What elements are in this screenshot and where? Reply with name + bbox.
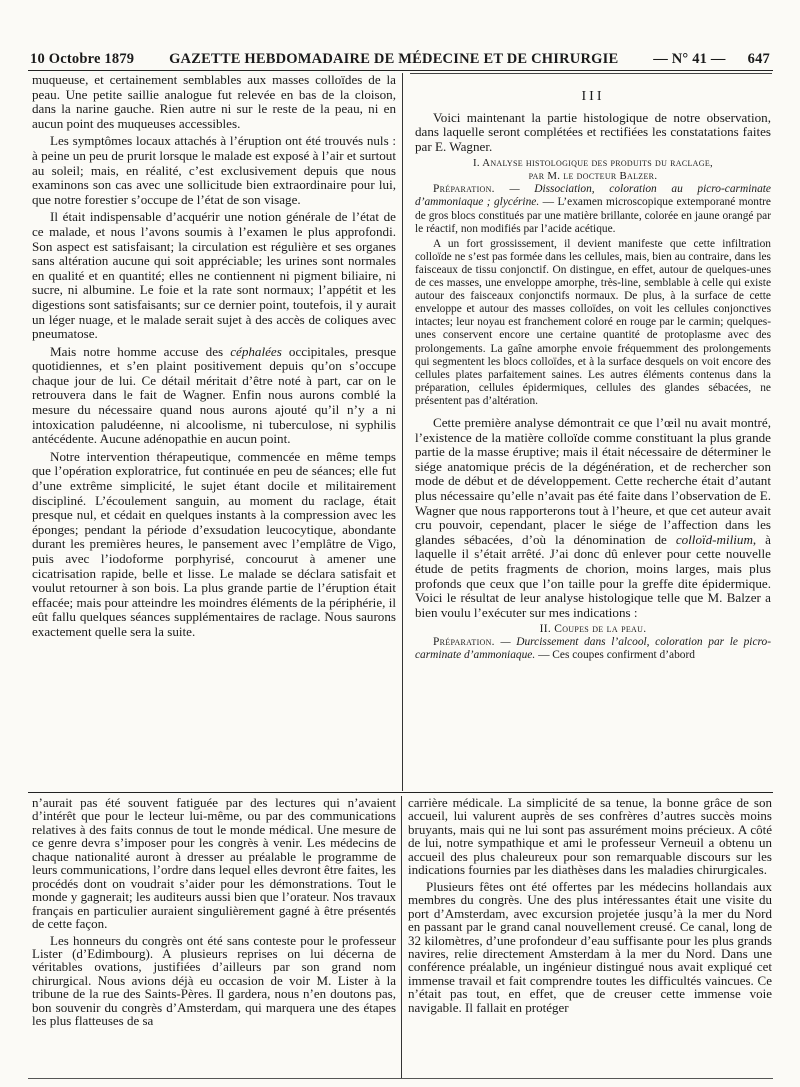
feuilleton-rule bbox=[28, 792, 773, 793]
paragraph bbox=[32, 345, 396, 447]
section-number: III bbox=[581, 89, 605, 104]
paragraph: Il était indispensable d’acquérir une notion générale de l’état de ce malade, et nous l’avons soumis à l’examen le plus approfondi. Son aspect est satisfaisant; la circulation est régulière et ses organes sans altération aucune qui soit appréciable; les urines sont normales en qualité et en quantité; elles ne contiennent ni pigment biliaire, ni sucre, ni albumine. Le foie et la rate sont normaux; l’appétit et les digestions sont satisfaisants; sur ce dernier point, toutefois, il y aurait un léger nuage, et le malade serait sujet à des accès de coliques avec pneumatose. bbox=[32, 209, 396, 342]
paragraph: n’aurait pas été souvent fatiguée par des lectures qui n’avaient d’intérêt que pour le lecteur lui-même, ou par des communications relatives à des faits connus de tout le monde médical. Une mesure de ce genre devra s’imposer pour les congrès à venir. Les médecins de chaque nationalité auront à dresser au préalable le programme de leurs communications, l’ordre dans lequel elles devront être faites, les procédés dont on voudrait s’aider pour les démonstrations. Tout le monde y gagnerait; les auditeurs aussi bien que l’orateur. Nos travaux français en particulier auraient singulièrement gagné à être présentés de cette façon. bbox=[32, 796, 396, 932]
column-divider bbox=[401, 796, 402, 1078]
issue-date: 10 Octobre 1879 bbox=[30, 50, 135, 67]
column-divider bbox=[402, 73, 403, 791]
journal-title: GAZETTE HEBDOMADAIRE DE MÉDECINE ET DE CHIRURGIE bbox=[169, 50, 619, 67]
subheading bbox=[415, 157, 771, 183]
paragraph: Les honneurs du congrès ont été sans conteste pour le professeur Lister (d’Edimbourg). A plusieurs reprises on lui décerna de véritables ovations, justifiées d’ailleurs par son grand nom chirurgical. Nous avions déjà eu occasion de voir M. Lister à la tribune de la rue des Saints-Pères. Il gardera, nous n’en doutons pas, bon souvenir du congrès d’Amsterdam, qui marquera une des étapes les plus flatteuses de sa bbox=[32, 932, 396, 1029]
subheading-line: I. Analyse histologique des produits du raclage, bbox=[472, 157, 714, 170]
emphasis: céphalées bbox=[230, 343, 282, 359]
bottom-right-column bbox=[408, 796, 772, 1078]
small-print-block bbox=[415, 183, 771, 408]
paragraph: A un fort grossissement, il devient manifeste que cette infiltration colloïde ne s’est pas formée dans les cellules, mais, bien au contraire, dans les faisceaux de tissu conjonctif. On distingue, en effet, autour de quelques-unes de ces masses, une enveloppe amorphe, très-line, semblable à celle qui existe autour des faisceaux conjonctifs normaux. De plus, à la surface de cette enveloppe et autour des masses colloïdes, on voit les cellules conjonctives intactes; leur noyau est franchement coloré en rouge par le carmin; quelques-unes conservent encore une certaine quantité de protoplasme avec des prolongements. La gaîne amorphe envoie fréquemment des prolongements qui segmentent les blocs colloïdes, et à la surface desquels on voit encore des cellules plates parfaitement saines. Les autres éléments contenus dans la préparation, cellules épidermiques, cellules des glandes sébacées, ne présentent pas d’altération. bbox=[415, 237, 771, 407]
run-in-label: Préparation. bbox=[433, 636, 495, 649]
right-column bbox=[415, 88, 771, 662]
paragraph: Les symptômes locaux attachés à l’éruption ont été trouvés nuls : à peine un peu de prurit lorsque le malade est exposé à l’air et surtout au soleil; mais, en réalité, c’est exclusivement depuis que nous examinons son cas avec une sollicitude bien extraordinaire pour lui, que notre forestier s’occupe de l’état de son visage. bbox=[32, 133, 396, 207]
page-number: 647 bbox=[747, 50, 770, 67]
text-run: Cette première analyse démontrait ce que l’œil nu avait montré, l’existence de la matière colloïde comme constituant la plus grande partie de la masse éruptive; mais il était nécessaire de déterminer le siége anatomique précis de la dégénération, et de rechercher son mode de début et de développement. Cette recherche était d’autant plus nécessaire qu’elle n’avait pas été faite dans l’observation de E. Wagner que nous rapporterons tout à l’heure, et que cet auteur avait cru pouvoir, cependant, placer le siége de l’affection dans les glandes sébacées, d’où la dénomination de bbox=[415, 414, 771, 547]
paragraph: carrière médicale. La simplicité de sa tenue, la bonne grâce de son accueil, lui valurent auprès de ses confrères d’autres succès moins bruyants, mais qui ne lui sont pas assurément moins précieux. A côté de lui, notre sympathique et ami le professeur Verneuil a obtenu un accueil des plus chaleureux pour son remarquable discours sur les indications fournies par les diathèses dans les maladies chirurgicales. bbox=[408, 796, 772, 878]
text-run: occipitales, presque quotidiennes, et s’en plaint positivement depuis qu’on s’occupe chaque jour de lui. Ce détail méritait d’être noté à part, car on le retrouvera dans le fait de Wagner. Enfin nous aurons comblé la mesure du nécessaire quand nous aurons ajouté qu’il n’y a ni intoxication paludéenne, ni alcoolisme, ni tuberculose, ni syphilis antécédente. Aucune adénopathie en aucun point. bbox=[32, 343, 397, 447]
header-rule bbox=[28, 70, 773, 71]
paragraph bbox=[415, 183, 771, 235]
paragraph bbox=[415, 636, 771, 662]
emphasis: — Dissociation, coloration au picro-carminate d’ammoniaque ; glycérine. bbox=[415, 183, 771, 209]
bottom-rule bbox=[28, 1078, 773, 1079]
paragraph bbox=[415, 416, 771, 620]
text-run: , à laquelle il s’était arrêté. J’ai donc dû enlever pour cette nouvelle étude de petits fragments de chorion, moins larges, mais plus profonds que ceux que l’on taille pour la greffe dite épidermique. Voici le résultat de leur analyse histologique telle que M. Balzer a bien voulu l’exécuter sur mes indications : bbox=[415, 531, 771, 620]
subheading: II. Coupes de la peau. bbox=[539, 623, 647, 636]
paragraph: Voici maintenant la partie histologique de notre observation, dans laquelle seront complétées et rectifiées les constatations faites par E. Wagner. bbox=[415, 109, 771, 154]
small-print-block bbox=[415, 636, 771, 662]
subheading-line: par M. le docteur Balzer. bbox=[528, 170, 658, 183]
emphasis: colloïd-milium bbox=[675, 531, 753, 547]
text-run: Mais notre homme accuse des bbox=[50, 343, 231, 359]
emphasis: — Durcissement dans l’alcool, coloration par le picro-carminate d’ammoniaque. bbox=[415, 636, 771, 662]
bottom-left-column bbox=[32, 796, 396, 1078]
paragraph: Notre intervention thérapeutique, commencée en même temps que l’opération exploratrice, fut continuée en peu de séances; elle fut d’une extrême simplicité, le sujet étant docile et militairement discipliné. L’écoulement sanguin, au moment du raclage, était presque nul, et cédait en quelques instants à la compression avec les éponges; pendant la période d’exsudation leucocytique, abondante durant les premières heures, le pansement avec l’emplâtre de Vigo, puis avec l’iodoforme porphyrisé, concourut à amener une cicatrisation rapide, belle et lisse. Le malade se déclara satisfait et voulut retourner à son bois. La plus grande partie de l’éruption était effacée; mais pour atteindre les moindres éléments de la périphérie, il eût fallu quelques séances supplémentaires de raclage. Nous saurons exactement quelle sera la suite. bbox=[32, 448, 396, 639]
paragraph: muqueuse, et certainement semblables aux masses colloïdes de la peau. Une petite saillie analogue fut relevée en bas de la cloison, dans la narine gauche. Rien autre ni sur le reste de la peau, ni en aucun point des muqueuses accessibles. bbox=[32, 72, 396, 131]
run-in-label: Préparation. bbox=[433, 183, 495, 196]
section-top-rule bbox=[410, 73, 772, 74]
header-right bbox=[653, 51, 770, 68]
text-run: — L’examen microscopique extemporané montre de gros blocs constitués par une matière brillante, colorée en jaune orangé par le réactif, non modifiés par l’acide acétique. bbox=[415, 196, 771, 235]
paragraph: Plusieurs fêtes ont été offertes par les médecins hollandais aux membres du congrès. Une des plus intéressantes était une visite du port d’Amsterdam, avec excursion projetée jusqu’à la mer du Nord en passant par le grand canal nouvellement creusé. Ce canal, long de 32 kilomètres, d’une profondeur d’eau suffisante pour les plus grands navires, relie directement Amsterdam à la mer du Nord. Dans une conférence préalable, un ingénieur distingué nous avait expliqué cet immense travail et fait comprendre toutes les difficultés vaincues. Ce n’était pas tout, en effet, que de creuser cette immense voie navigable. Il fallait en protéger bbox=[408, 878, 772, 1015]
issue-number: — N° 41 — bbox=[653, 50, 726, 67]
running-header bbox=[30, 48, 770, 70]
text-run: — Ces coupes confirment d’abord bbox=[535, 649, 695, 662]
left-column bbox=[32, 73, 396, 640]
